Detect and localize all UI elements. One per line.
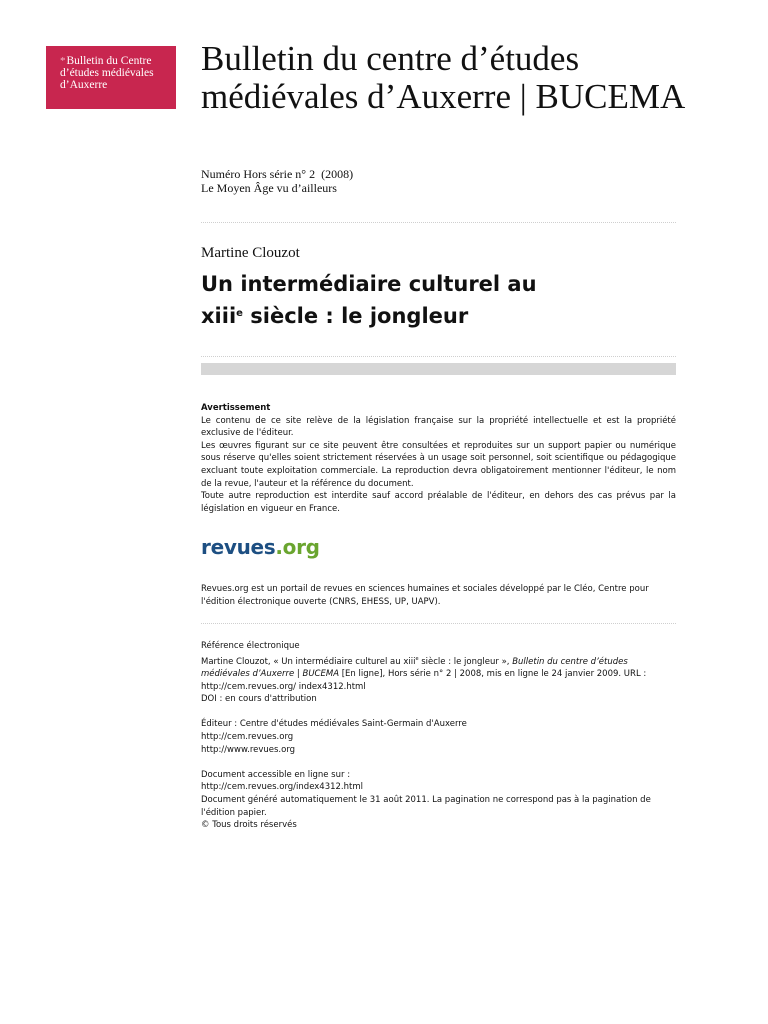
- citation-superscript: e: [415, 655, 419, 662]
- logo-line-1: Bulletin du Centre: [66, 55, 152, 67]
- revues-org-logo[interactable]: [201, 535, 320, 559]
- publisher-editor: Éditeur : Centre d'études médiévales Saint-Germain d'Auxerre: [201, 719, 467, 730]
- logo-line-3: d’Auxerre: [60, 79, 108, 91]
- reference-citation: [201, 653, 676, 694]
- citation-author-title: Martine Clouzot, « Un intermédiaire culturel au xiii: [201, 656, 416, 667]
- reference-section: [201, 640, 676, 832]
- asterisk-icon: *: [60, 55, 66, 67]
- logo-line-2: d’études médiévales: [60, 67, 154, 79]
- revues-logo-tld: .org: [275, 535, 320, 559]
- issue-subtitle: Le Moyen Âge vu d’ailleurs: [201, 181, 337, 195]
- accessible-label: Document accessible en ligne sur :: [201, 769, 351, 780]
- warning-paragraph: Le contenu de ce site relève de la législation française sur la propriété intellectuelle et est la propriété exclusive de l'éditeur.: [201, 415, 676, 439]
- revues-logo-word: revues: [201, 535, 276, 559]
- journal-title: Bulletin du centre d’études médiévales d’Auxerre | BUCEMA: [201, 39, 686, 116]
- warning-paragraph: Toute autre reproduction est interdite sauf accord préalable de l'éditeur, en dehors des cas prévus par la législation en vigueur en France.: [201, 491, 676, 514]
- article-author: Martine Clouzot: [201, 245, 300, 261]
- copyright-notice: © Tous droits réservés: [201, 820, 297, 831]
- document-url-link[interactable]: http://cem.revues.org/index4312.html: [201, 782, 363, 793]
- reference-heading: Référence électronique: [201, 641, 300, 651]
- journal-logo-text: [60, 55, 172, 91]
- issue-info: [201, 167, 353, 195]
- divider: [201, 623, 676, 624]
- publisher-url-link[interactable]: http://cem.revues.org: [201, 731, 294, 742]
- article-title-superscript: e: [236, 308, 243, 319]
- journal-logo: [46, 46, 176, 109]
- divider: [201, 222, 676, 223]
- issue-number: Numéro Hors série n° 2 (2008): [201, 167, 354, 181]
- separator-bar: [201, 363, 676, 375]
- citation-title-end: siècle : le jongleur »,: [418, 656, 513, 667]
- legal-warning: [201, 402, 676, 515]
- portal-description: Revues.org est un portail de revues en sciences humaines et sociales développé par le Cléo, Centre pour l'édition électronique ouverte (CNRS, EHESS, UP, UAPV).: [201, 584, 649, 607]
- citation-journal: Bulletin du centre d’études médiévales d’Auxerre | BUCEMA: [201, 656, 628, 680]
- article-title-line-2: siècle : le jongleur: [242, 304, 469, 328]
- citation-details: [En ligne], Hors série n° 2 | 2008, mis en ligne le 24 janvier 2009. URL : http://cem.revues.org/ index4312.html: [201, 669, 647, 692]
- divider: [201, 356, 676, 357]
- warning-paragraph: Les œuvres figurant sur ce site peuvent être consultées et reproduites sur un support papier ou numérique sous réserve qu'elles soient strictement réservées à un usage soit personnel, soit scientifique ou pédagogique excluant toute exploitation commerciale. La reproduction devra obligatoirement mentionner l'éditeur, le nom de la revue, l'auteur et la référence du document.: [201, 440, 676, 489]
- revues-url-link[interactable]: http://www.revues.org: [201, 744, 296, 755]
- article-title-line-1: Un intermédiaire culturel au: [201, 272, 537, 296]
- generation-note: Document généré automatiquement le 31 août 2011. La pagination ne correspond pas à la pagination de l'édition papier.: [201, 794, 651, 818]
- article-title-century: xiii: [201, 304, 237, 328]
- doi: DOI : en cours d'attribution: [201, 694, 317, 705]
- article-title: [201, 268, 681, 332]
- warning-heading: Avertissement: [201, 403, 271, 413]
